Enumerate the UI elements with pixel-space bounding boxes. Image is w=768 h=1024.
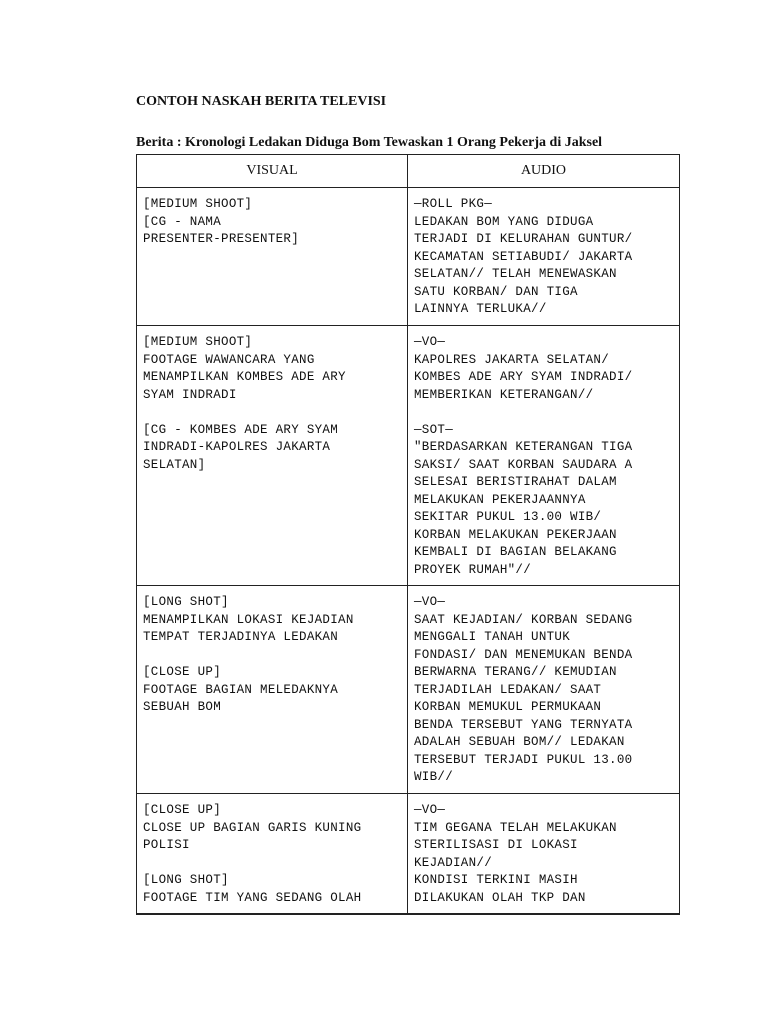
table-row xyxy=(137,586,680,794)
table-row xyxy=(137,326,680,586)
visual-cell: [MEDIUM SHOOT] [CG - NAMA PRESENTER-PRESENTER] xyxy=(137,188,408,326)
audio-cell: —VO— SAAT KEJADIAN/ KORBAN SEDANG MENGGALI TANAH UNTUK FONDASI/ DAN MENEMUKAN BENDA BERWARNA TERANG// KEMUDIAN TERJADILAH LEDAKAN/ SAAT KORBAN MEMUKUL PERMUKAAN BENDA TERSEBUT YANG TERNYATA ADALAH SEBUAH BOM// LEDAKAN TERSEBUT TERJADI PUKUL 13.00 WIB// xyxy=(408,586,680,794)
visual-cell: [MEDIUM SHOOT] FOOTAGE WAWANCARA YANG MENAMPILKAN KOMBES ADE ARY SYAM INDRADI [CG - KOMBES ADE ARY SYAM INDRADI-KAPOLRES JAKARTA SELATAN] xyxy=(137,326,408,586)
audio-cell: —VO— KAPOLRES JAKARTA SELATAN/ KOMBES ADE ARY SYAM INDRADI/ MEMBERIKAN KETERANGAN// —SOT— "BERDASARKAN KETERANGAN TIGA SAKSI/ SAAT KORBAN SAUDARA A SELESAI BERISTIRAHAT DALAM MELAKUKAN PEKERJAANNYA SEKITAR PUKUL 13.00 WIB/ KORBAN MELAKUKAN PEKERJAAN KEMBALI DI BAGIAN BELAKANG PROYEK RUMAH"// xyxy=(408,326,680,586)
document-title: CONTOH NASKAH BERITA TELEVISI xyxy=(136,94,387,109)
news-title: Berita : Kronologi Ledakan Diduga Bom Tewaskan 1 Orang Pekerja di Jaksel xyxy=(136,135,603,150)
table-row xyxy=(137,794,680,915)
header-audio: AUDIO xyxy=(408,155,680,188)
visual-cell: [LONG SHOT] MENAMPILKAN LOKASI KEJADIAN TEMPAT TERJADINYA LEDAKAN [CLOSE UP] FOOTAGE BAGIAN MELEDAKNYA SEBUAH BOM xyxy=(137,586,408,794)
visual-cell: [CLOSE UP] CLOSE UP BAGIAN GARIS KUNING POLISI [LONG SHOT] FOOTAGE TIM YANG SEDANG OLAH xyxy=(137,794,408,915)
audio-cell: —VO— TIM GEGANA TELAH MELAKUKAN STERILISASI DI LOKASI KEJADIAN// KONDISI TERKINI MASIH DILAKUKAN OLAH TKP DAN xyxy=(408,794,680,915)
script-table xyxy=(136,154,680,915)
table-header-row xyxy=(137,155,680,188)
audio-cell: —ROLL PKG— LEDAKAN BOM YANG DIDUGA TERJADI DI KELURAHAN GUNTUR/ KECAMATAN SETIABUDI/ JAKARTA SELATAN// TELAH MENEWASKAN SATU KORBAN/ DAN TIGA LAINNYA TERLUKA// xyxy=(408,188,680,326)
header-visual: VISUAL xyxy=(137,155,408,188)
table-row xyxy=(137,188,680,326)
